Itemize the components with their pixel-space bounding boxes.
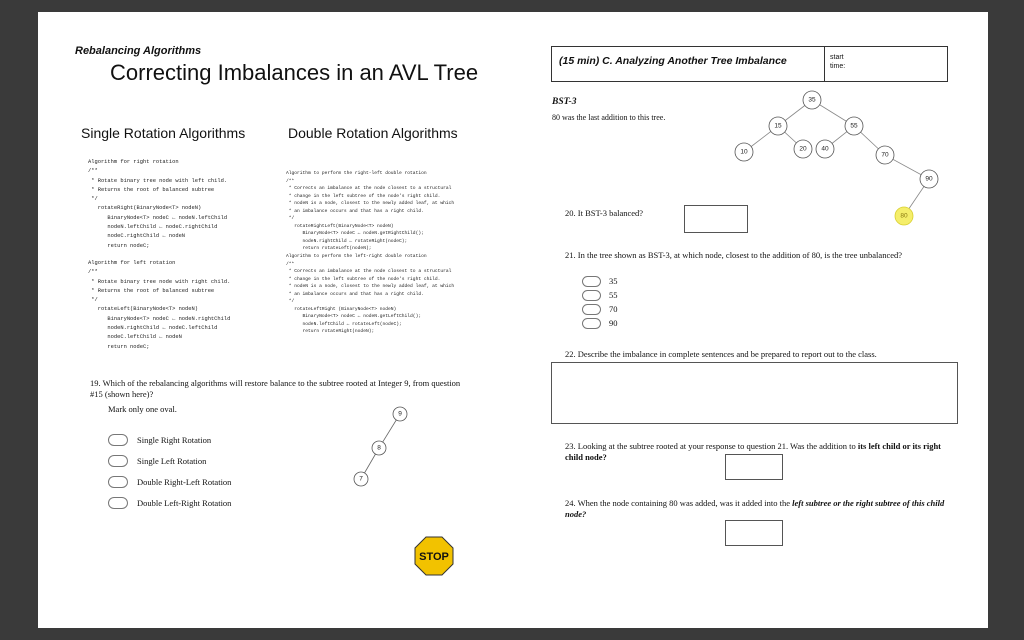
radio-oval[interactable] <box>108 497 128 509</box>
tree-node-label: 80 <box>900 212 908 220</box>
radio-oval[interactable] <box>108 455 128 467</box>
header-subtitle: Rebalancing Algorithms <box>75 45 202 57</box>
q24-question: 24. When the node containing 80 was added, was it added into the left subtree or the right subtree of this child node? <box>565 498 945 519</box>
q21-option[interactable]: 90 <box>582 316 618 330</box>
bst-3-tree-diagram <box>728 88 948 238</box>
left-right-rotation-code: Algorithm to perform the left-right double rotation /** * Corrects an imbalance at the node closest to a structural * change in the left subtree of the node's right child. * nodeN is a node, closest to the newly added leaf, at which * an imbalance occurs and that has a right child. */ rotateLeftRight (BinaryNode<T> nodeN) BinaryNode<T> nodeC ← nodeN.getLeftChild(); nodeN.leftChild ← rotateLeft(nodeC); return rotateRight(nodeN); <box>286 254 455 334</box>
q22-question: 22. Describe the imbalance in complete sentences and be prepared to report out to the class. <box>565 349 877 359</box>
q19-tree-diagram <box>350 402 410 492</box>
q19-option[interactable]: Single Left Rotation <box>108 454 231 468</box>
q20-question: 20. It BST-3 balanced? <box>565 208 644 218</box>
q24-answer-box[interactable] <box>725 520 783 546</box>
q19-instruction: Mark only one oval. <box>108 404 177 414</box>
radio-oval[interactable] <box>582 290 601 301</box>
single-rotation-title: Single Rotation Algorithms <box>81 125 246 141</box>
tree-node-label: 8 <box>377 444 381 452</box>
stop-sign-label: STOP <box>419 550 449 563</box>
left-rotation-code: Algorithm for left rotation /** * Rotate binary tree node with right child. * Returns the root of balanced subtree */ rotateLeft(BinaryNode<T> nodeN) BinaryNode<T> nodeC ← nodeN.rightChild nodeN.rightChild ← nodeC.leftChild nodeC.leftChild ← nodeN return nodeC; <box>88 260 231 350</box>
section-c-title: (15 min) C. Analyzing Another Tree Imbalance <box>559 55 787 67</box>
q21-option[interactable]: 55 <box>582 288 618 302</box>
radio-oval[interactable] <box>108 476 128 488</box>
start-time-label: start time: <box>830 54 846 70</box>
tree-node-label: 70 <box>881 151 889 159</box>
tree-node-label: 10 <box>740 148 748 156</box>
tree-node-label: 55 <box>850 122 858 130</box>
tree-node-label: 90 <box>925 175 933 183</box>
q19-question: 19. Which of the rebalancing algorithms will restore balance to the subtree rooted at Integer 9, from question #15 (shown here)? <box>90 378 461 399</box>
q23-question: 23. Looking at the subtree rooted at your response to question 21. Was the addition to its left child or its right child node? <box>565 441 942 462</box>
q19-option[interactable]: Double Left-Right Rotation <box>108 496 231 510</box>
divider <box>824 47 825 81</box>
bst-note: 80 was the last addition to this tree. <box>552 113 666 122</box>
tree-node-label: 20 <box>799 145 807 153</box>
right-left-rotation-code: Algorithm to perform the right-left double rotation /** * Corrects an imbalance at the node closest to a structural * change in the left subtree of the node's right child. * nodeN is a node, closest to the newly added leaf, at which * an imbalance occurs and that has a right child. */ rotateRightLeft(BinaryNode<T> nodeN) BinaryNode<T> nodeC ← nodeN.getRightChild(); nodeN.rightChild ← rotateRight(nodeC); return rotateLeft(nodeN); <box>286 171 455 251</box>
q23-answer-box[interactable] <box>725 454 783 480</box>
q21-question: 21. In the tree shown as BST-3, at which node, closest to the addition of 80, is the tree unbalanced? <box>565 250 903 260</box>
q21-option[interactable]: 35 <box>582 274 618 288</box>
tree-node-label: 35 <box>808 96 816 104</box>
section-c-header <box>551 46 948 82</box>
right-rotation-code: Algorithm for right rotation /** * Rotate binary tree node with left child. * Returns the root of balanced subtree */ rotateRight(BinaryNode<T> nodeN) BinaryNode<T> nodeC ← nodeN.leftChild nodeN.leftChild ← nodeC.rightChild nodeC.rightChild ← nodeN return nodeC; <box>88 159 228 249</box>
q21-options <box>582 274 618 330</box>
stop-sign-icon <box>414 536 454 576</box>
radio-oval[interactable] <box>582 304 601 315</box>
q19-option[interactable]: Single Right Rotation <box>108 433 231 447</box>
tree-node-label: 15 <box>774 122 782 130</box>
q22-answer-box[interactable] <box>551 362 958 424</box>
radio-oval[interactable] <box>108 434 128 446</box>
page-title: Correcting Imbalances in an AVL Tree <box>110 60 479 85</box>
q21-option[interactable]: 70 <box>582 302 618 316</box>
double-rotation-title: Double Rotation Algorithms <box>288 125 458 141</box>
bst-label: BST-3 <box>552 97 577 107</box>
radio-oval[interactable] <box>582 276 601 287</box>
q19-option[interactable]: Double Right-Left Rotation <box>108 475 231 489</box>
slide <box>38 12 988 628</box>
radio-oval[interactable] <box>582 318 601 329</box>
q20-answer-box[interactable] <box>684 205 748 233</box>
tree-node-label: 40 <box>821 145 829 153</box>
q19-options <box>108 433 231 510</box>
tree-node-label: 7 <box>359 475 363 483</box>
tree-node-label: 9 <box>398 410 402 418</box>
